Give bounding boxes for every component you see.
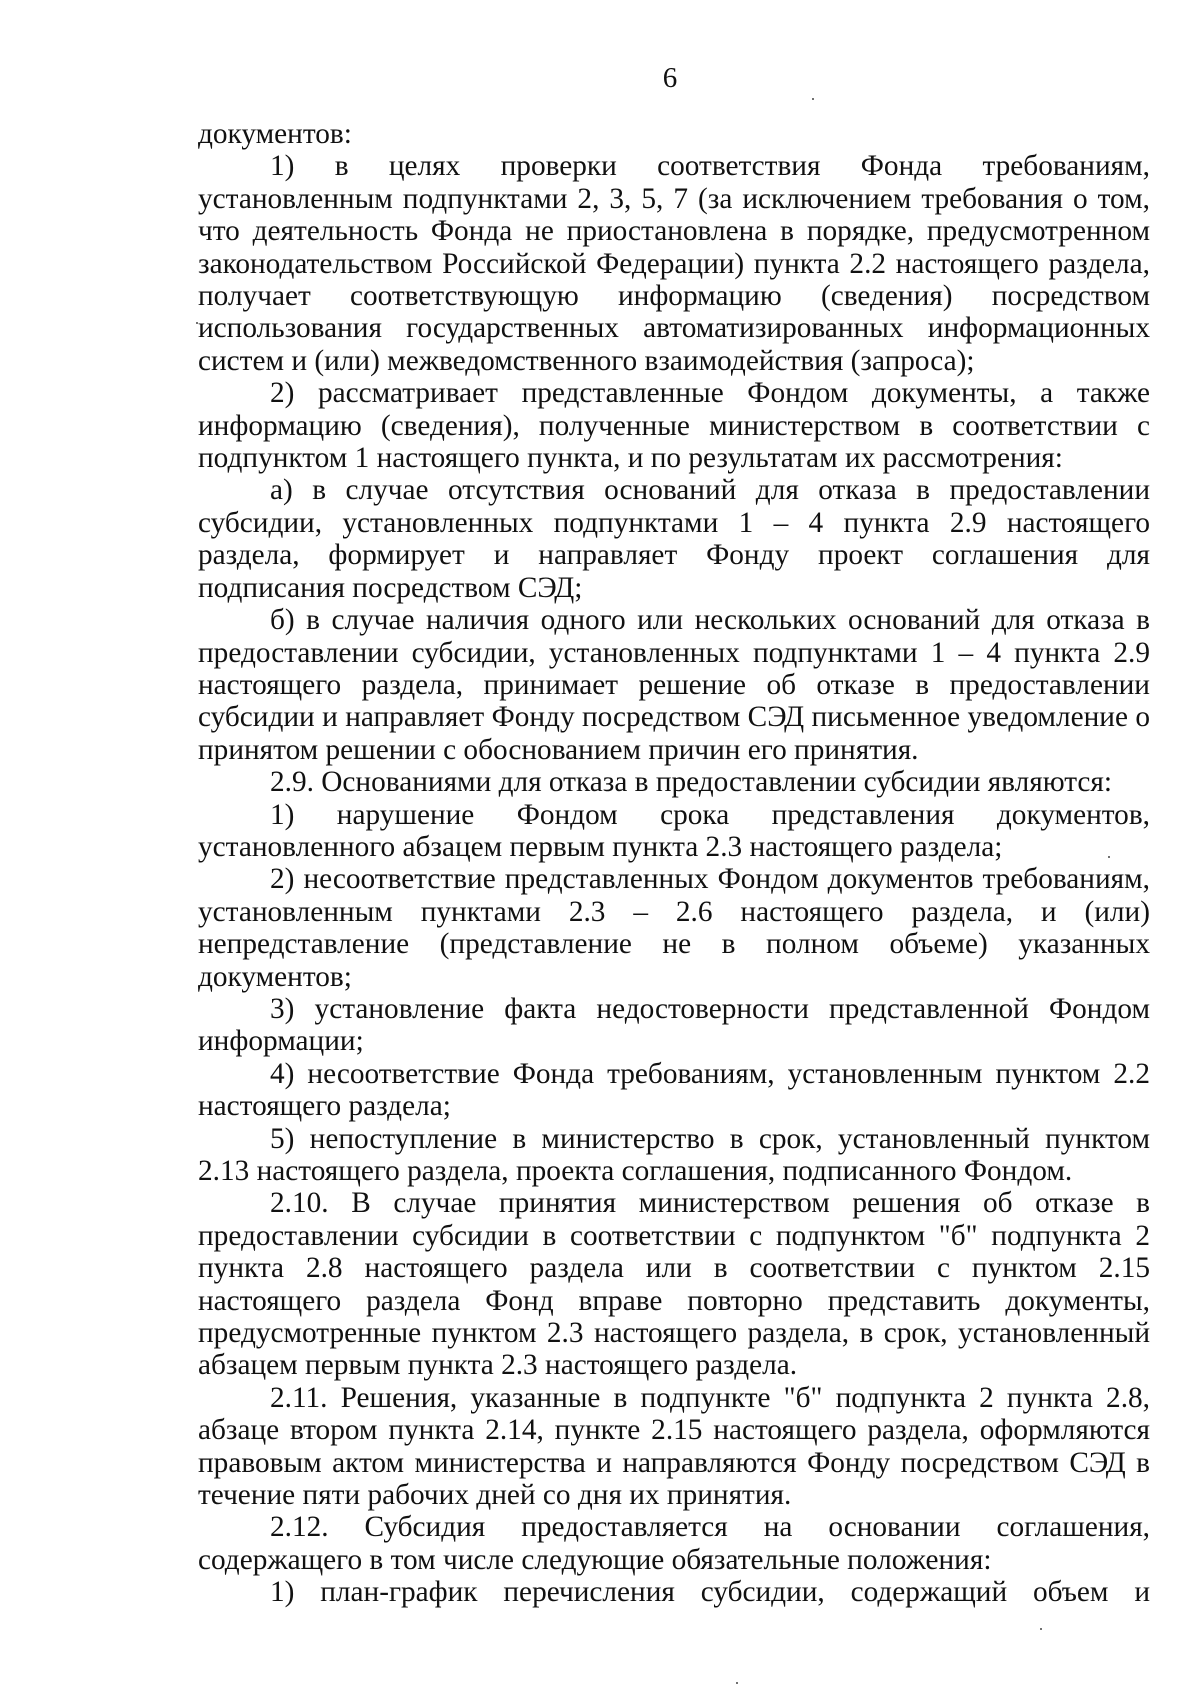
paragraph-item-1-checks: 1) в целях проверки соответствия Фонда требованиям, установленным подпунктами 2, 3, 5, 7 (за исключением требования о том, что деятельность Фонда не приостановлена в порядке, предусмотренном законодательством Российской Федерации) пункта 2.2 настоящего раздела, получает соответствующую информацию (сведения) посредством использования государственных автоматизированных информационных систем и (или) межведомственного взаимодействия (запроса); xyxy=(198,150,1150,377)
paragraph-2-9-item-2: 2) несоответствие представленных Фондом документов требованиям, установленным пунктами 2.3 – 2.6 настоящего раздела, и (или) непредставление (представление не в полном объеме) указанных документов; xyxy=(198,863,1150,993)
paragraph-2-9-item-1: 1) нарушение Фондом срока представления документов, установленного абзацем первым пункта 2.3 настоящего раздела; xyxy=(198,798,1150,863)
paragraph-item-2-review: 2) рассматривает представленные Фондом документы, а также информацию (сведения), полученные министерством в соответствии с подпунктом 1 настоящего пункта, и по результатам их рассмотрения: xyxy=(198,377,1150,475)
scan-speck xyxy=(736,1682,738,1684)
scan-speck xyxy=(1108,856,1110,858)
paragraph-subitem-a: а) в случае отсутствия оснований для отказа в предоставлении субсидии, установленных подпунктами 1 – 4 пункта 2.9 настоящего раздела, формирует и направляет Фонду проект соглашения для подписания посредством СЭД; xyxy=(198,474,1150,604)
paragraph-continuation: документов: xyxy=(198,118,352,150)
paragraph-2-12-item-1: 1) план-график перечисления субсидии, содержащий объем и xyxy=(270,1576,1150,1609)
paragraph-2-12: 2.12. Субсидия предоставляется на основании соглашения, содержащего в том числе следующие обязательные положения: xyxy=(198,1511,1150,1576)
paragraph-2-10: 2.10. В случае принятия министерством решения об отказе в предоставлении субсидии в соответствии с подпунктом "б" подпункта 2 пункта 2.8 настоящего раздела или в соответствии с пунктом 2.15 настоящего раздела Фонд вправе повторно представить документы, предусмотренные пунктом 2.3 настоящего раздела, в срок, установленный абзацем первым пункта 2.3 настоящего раздела. xyxy=(198,1187,1150,1382)
paragraph-2-9-heading: 2.9. Основаниями для отказа в предоставлении субсидии являются: xyxy=(270,766,1112,799)
scan-speck xyxy=(196,322,198,324)
paragraph-subitem-b: б) в случае наличия одного или нескольких оснований для отказа в предоставлении субсидии, установленных подпунктами 1 – 4 пункта 2.9 настоящего раздела, принимает решение об отказе в предоставлении субсидии и направляет Фонду посредством СЭД письменное уведомление о принятом решении с обоснованием причин его принятия. xyxy=(198,604,1150,766)
paragraph-2-9-item-5: 5) непоступление в министерство в срок, установленный пунктом 2.13 настоящего раздела, проекта соглашения, подписанного Фондом. xyxy=(198,1122,1150,1187)
paragraph-2-9-item-3: 3) установление факта недостоверности представленной Фондом информации; xyxy=(198,992,1150,1058)
paragraph-2-11: 2.11. Решения, указанные в подпункте "б" подпункта 2 пункта 2.8, абзаце втором пункта 2.14, пункте 2.15 настоящего раздела, оформляются правовым актом министерства и направляются Фонду посредством СЭД в течение пяти рабочих дней со дня их принятия. xyxy=(198,1381,1150,1512)
page-number: 6 xyxy=(662,62,678,94)
document-body xyxy=(198,118,1150,1609)
paragraph-2-9-item-4: 4) несоответствие Фонда требованиям, установленным пунктом 2.2 настоящего раздела; xyxy=(198,1057,1150,1123)
scan-speck xyxy=(812,98,814,100)
scan-speck xyxy=(1040,1628,1042,1630)
